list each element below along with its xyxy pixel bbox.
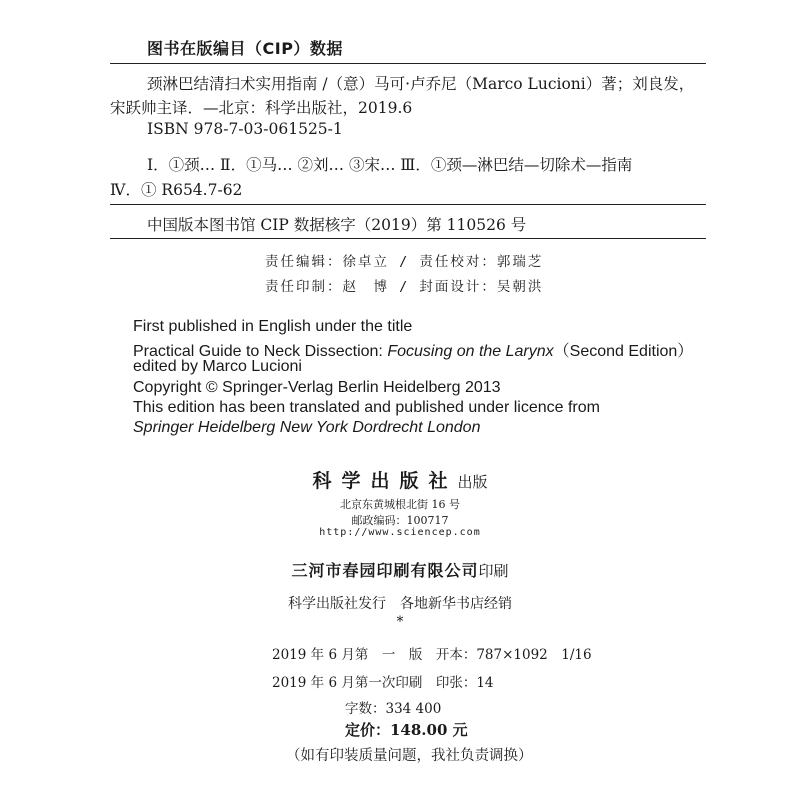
cip-header: 图书在版编目（CIP）数据 [147, 39, 343, 58]
english-line-3: edited by Marco Lucioni [133, 358, 302, 375]
quality-notice: （如有印装质量问题，我社负责调换） [286, 748, 533, 764]
english-title-edition: （Second Edition） [553, 343, 694, 360]
english-line-1: First published in English under the title [133, 318, 413, 335]
english-line-4: Copyright © Springer-Verlag Berlin Heidelberg 2013 [133, 379, 501, 396]
english-line-5: This edition has been translated and published under licence from [133, 399, 600, 416]
price: 定价：148.00 元 [345, 721, 468, 739]
cip-title-line: 颈淋巴结清扫术实用指南 /（意）马可·卢乔尼（Marco Lucioni）著；刘良发， [147, 75, 695, 93]
publisher-name: 科学出版社 [312, 470, 458, 492]
middle-rule [110, 204, 706, 205]
cip-subjects-line-2: Ⅳ．① R654.7-62 [110, 181, 243, 199]
printer-suffix: 印刷 [478, 562, 509, 580]
publisher-line [0, 466, 800, 493]
publisher-url: http://www.sciencep.com [319, 527, 481, 538]
distribution-line: 科学出版社发行 各地新华书店经销 [288, 596, 512, 612]
printing-line: 2019 年 6 月第一次印刷 印张：14 [272, 675, 494, 691]
english-line-6: Springer Heidelberg New York Dordrecht London [133, 419, 481, 436]
cip-subjects-line-1: Ⅰ．①颈… Ⅱ．①马… ②刘… ③宋… Ⅲ．①颈—淋巴结—切除术—指南 [147, 156, 633, 174]
top-rule [110, 63, 706, 64]
separator-star: * [396, 614, 404, 630]
cip-isbn: ISBN 978-7-03-061525-1 [147, 120, 343, 138]
printer-line [0, 558, 800, 581]
credits-editors: 责任编辑：徐卓立 / 责任校对：郭瑞芝 [265, 254, 544, 270]
printer-name: 三河市春园印刷有限公司 [291, 561, 479, 580]
bottom-rule [110, 238, 706, 239]
publisher-address: 北京东黄城根北街 16 号 [340, 498, 460, 511]
edition-line: 2019 年 6 月第 一 版 开本：787×1092 1/16 [272, 647, 592, 663]
publisher-postcode: 邮政编码：100717 [351, 514, 449, 527]
word-count: 字数：334 400 [345, 701, 442, 717]
cip-data-number: 中国版本图书馆 CIP 数据核字（2019）第 110526 号 [147, 216, 527, 234]
english-title-plain: Practical Guide to Neck Dissection: [133, 343, 388, 360]
cip-publication-line: 宋跃帅主译．—北京：科学出版社，2019.6 [110, 99, 413, 117]
credits-production: 责任印制：赵 博 / 封面设计：吴朝洪 [265, 279, 544, 295]
publisher-suffix: 出版 [457, 473, 488, 491]
english-title-italic: Focusing on the Larynx [387, 343, 554, 360]
